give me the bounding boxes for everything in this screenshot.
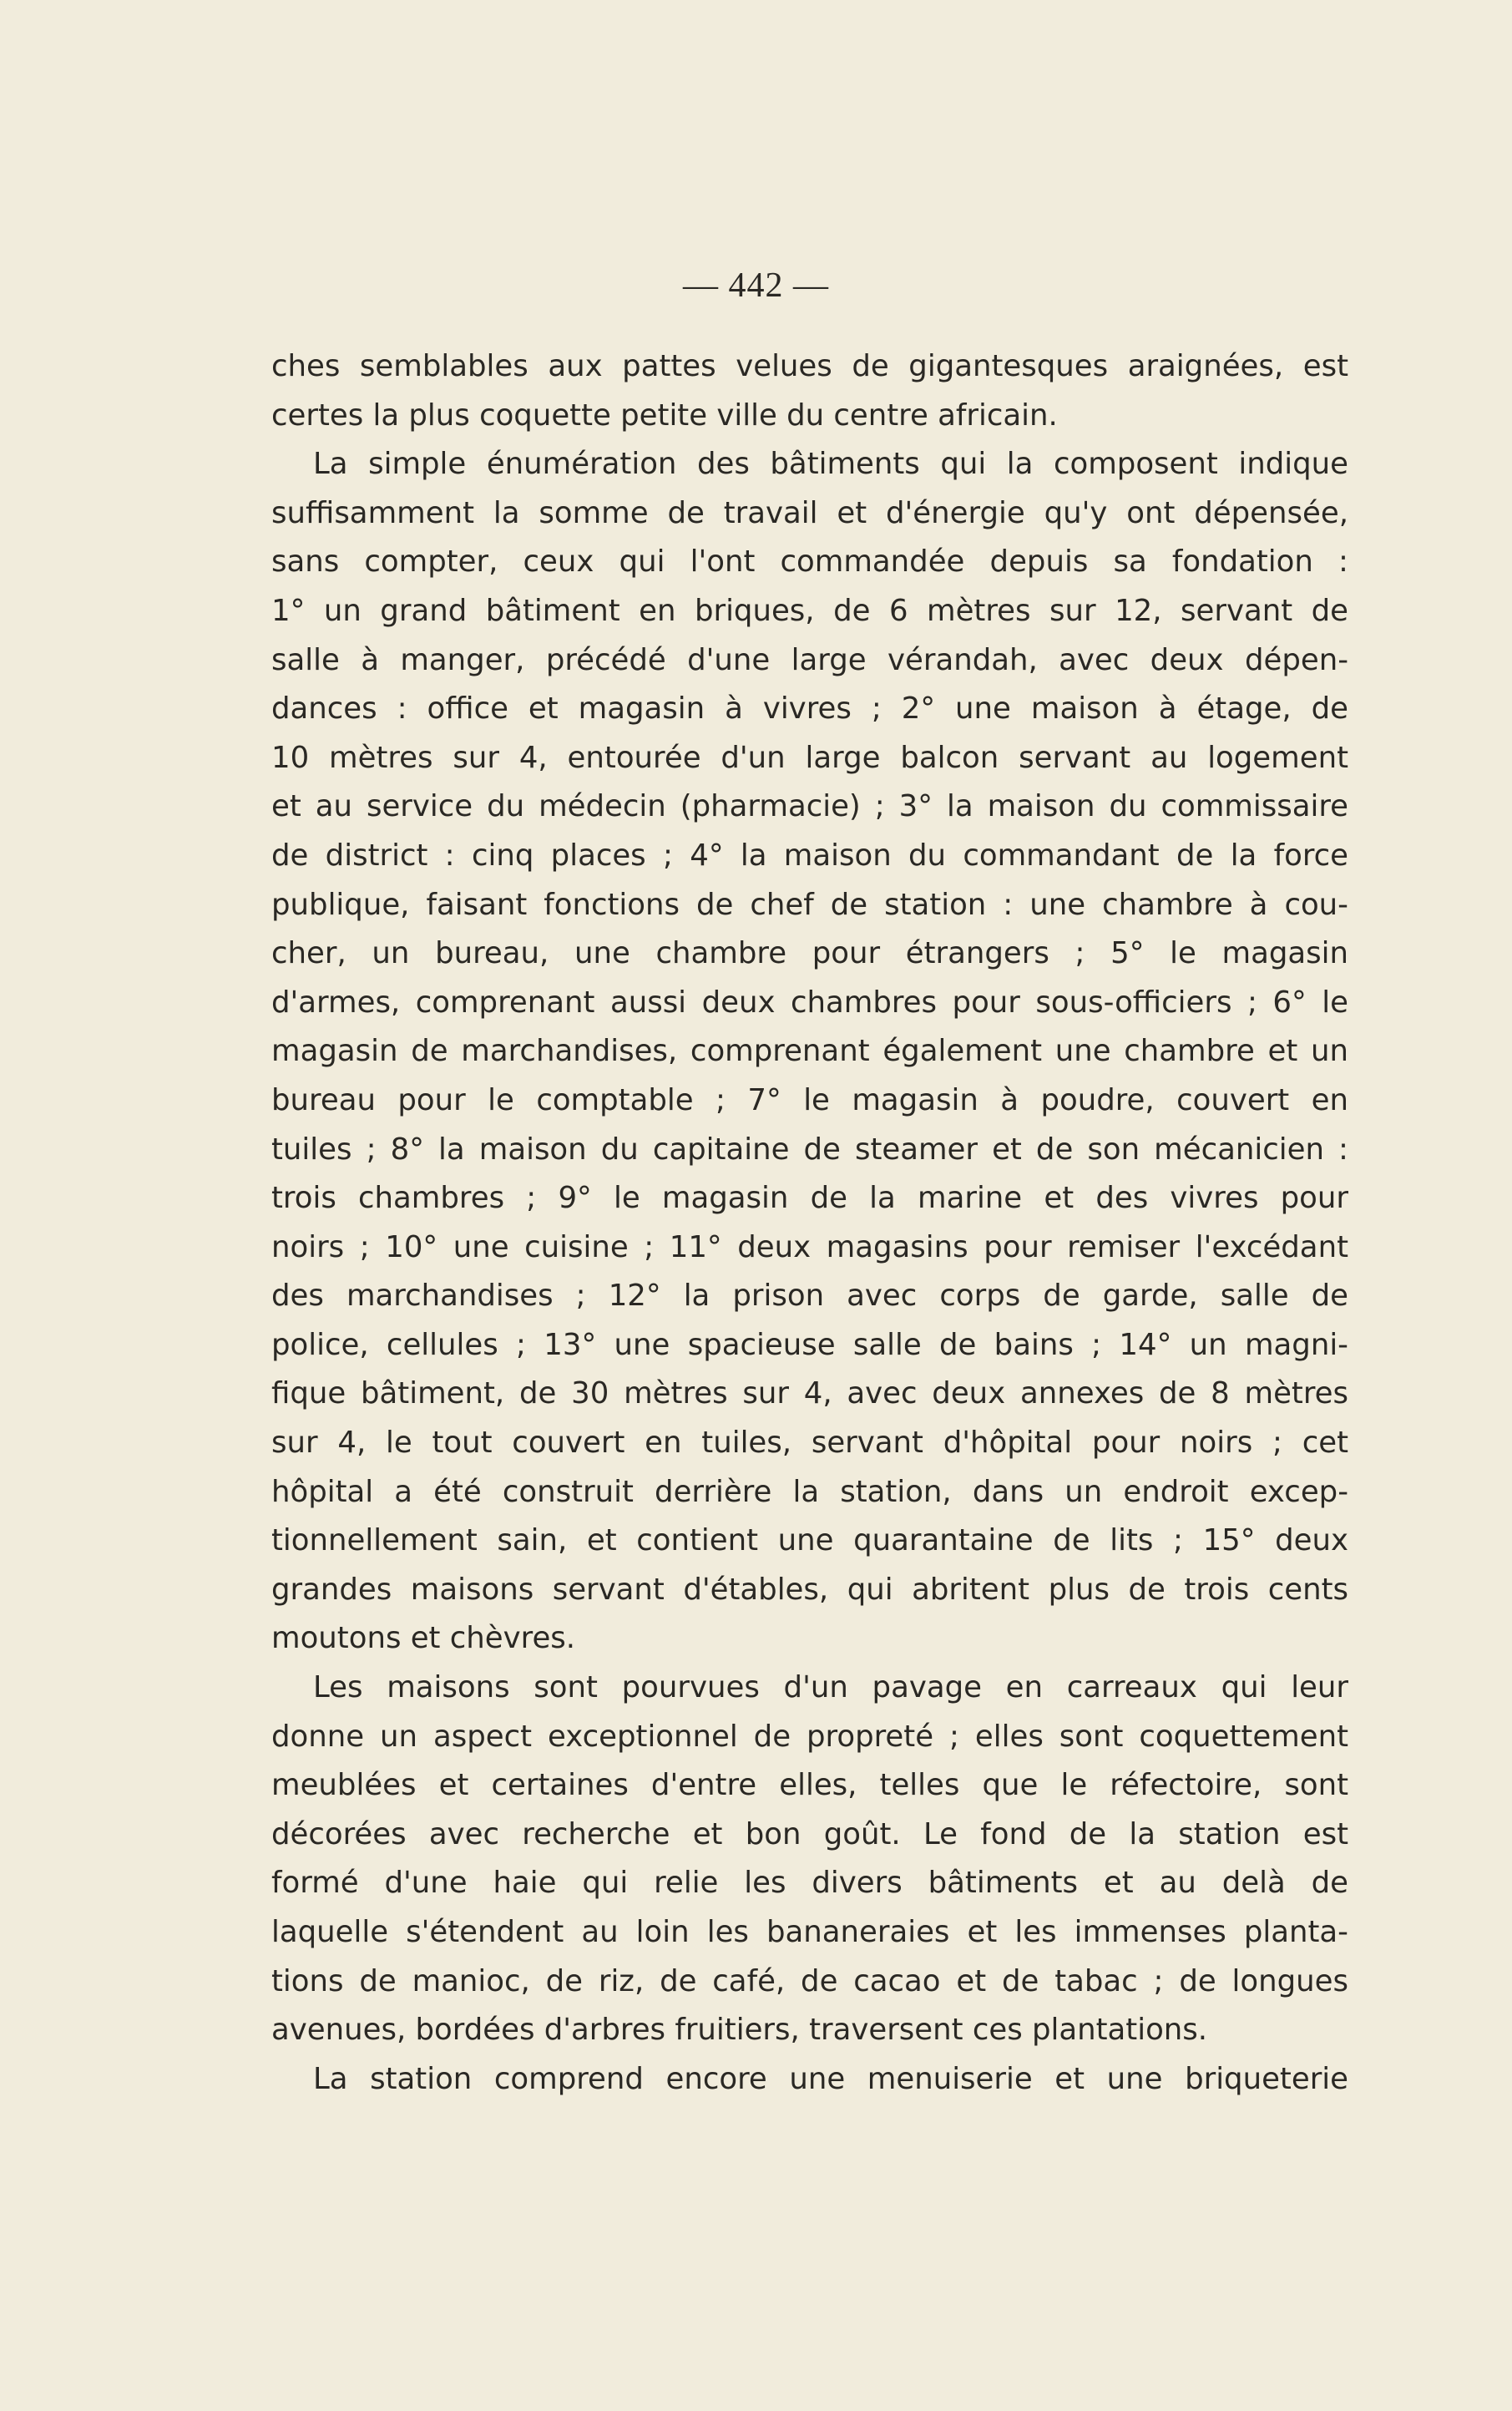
- line-22: fique bâtiment, de 30 mètres sur 4, avec deux annexes de 8 mètres: [271, 1376, 1348, 1411]
- line-3: La simple énumération des bâtiments qui la composent indique: [313, 447, 1348, 482]
- line-30: meublées et certaines d'entre elles, telles que le réfectoire, sont: [271, 1768, 1348, 1803]
- line-24: hôpital a été construit derrière la station, dans un endroit excep-: [271, 1474, 1348, 1509]
- line-33: laquelle s'étendent au loin les bananeraies et les immenses planta-: [271, 1915, 1348, 1949]
- line-15: magasin de marchandises, comprenant également une chambre et un: [271, 1034, 1348, 1069]
- line-21: police, cellules ; 13° une spacieuse salle de bains ; 14° un magni-: [271, 1327, 1348, 1362]
- line-25: tionnellement sain, et contient une quarantaine de lits ; 15° deux: [271, 1523, 1348, 1558]
- line-35: avenues, bordées d'arbres fruitiers, traversent ces plantations.: [271, 2013, 1208, 2048]
- page-number: — 442 —: [683, 266, 829, 305]
- line-4: suffisamment la somme de travail et d'énergie qu'y ont dépensée,: [271, 495, 1348, 530]
- line-2: certes la plus coquette petite ville du centre africain.: [271, 398, 1058, 433]
- line-29: donne un aspect exceptionnel de propreté ; elles sont coquettement: [271, 1719, 1348, 1754]
- line-11: de district : cinq places ; 4° la maison du commandant de la force: [271, 838, 1348, 873]
- line-5: sans compter, ceux qui l'ont commandée depuis sa fondation :: [271, 545, 1348, 580]
- line-13: cher, un bureau, une chambre pour étrangers ; 5° le magasin: [271, 936, 1348, 971]
- line-12: publique, faisant fonctions de chef de station : une chambre à cou-: [271, 887, 1348, 922]
- line-10: et au service du médecin (pharmacie) ; 3° la maison du commissaire: [271, 789, 1348, 824]
- line-28: Les maisons sont pourvues d'un pavage en carreaux qui leur: [313, 1670, 1348, 1705]
- line-7: salle à manger, précédé d'une large vérandah, avec deux dépen-: [271, 642, 1348, 677]
- line-32: formé d'une haie qui relie les divers bâtiments et au delà de: [271, 1866, 1348, 1901]
- line-20: des marchandises ; 12° la prison avec corps de garde, salle de: [271, 1279, 1348, 1314]
- line-6: 1° un grand bâtiment en briques, de 6 mètres sur 12, servant de: [271, 593, 1348, 628]
- line-16: bureau pour le comptable ; 7° le magasin à poudre, couvert en: [271, 1082, 1348, 1117]
- line-14: d'armes, comprenant aussi deux chambres pour sous-officiers ; 6° le: [271, 985, 1348, 1020]
- line-18: trois chambres ; 9° le magasin de la marine et des vivres pour: [271, 1181, 1348, 1216]
- line-9: 10 mètres sur 4, entourée d'un large balcon servant au logement: [271, 740, 1348, 775]
- line-8: dances : office et magasin à vivres ; 2° une maison à étage, de: [271, 691, 1348, 727]
- body-text: [271, 342, 1348, 2104]
- line-1: ches semblables aux pattes velues de gigantesques araignées, est: [271, 349, 1348, 383]
- line-17: tuiles ; 8° la maison du capitaine de steamer et de son mécanicien :: [271, 1132, 1348, 1167]
- line-36: La station comprend encore une menuiserie et une briqueterie: [313, 2061, 1348, 2096]
- line-19: noirs ; 10° une cuisine ; 11° deux magasins pour remiser l'excédant: [271, 1229, 1348, 1264]
- line-27: moutons et chèvres.: [271, 1621, 576, 1656]
- line-26: grandes maisons servant d'étables, qui abritent plus de trois cents: [271, 1572, 1348, 1607]
- line-23: sur 4, le tout couvert en tuiles, servant d'hôpital pour noirs ; cet: [271, 1426, 1348, 1461]
- line-31: décorées avec recherche et bon goût. Le fond de la station est: [271, 1816, 1348, 1851]
- line-34: tions de manioc, de riz, de café, de cacao et de tabac ; de longues: [271, 1963, 1348, 1998]
